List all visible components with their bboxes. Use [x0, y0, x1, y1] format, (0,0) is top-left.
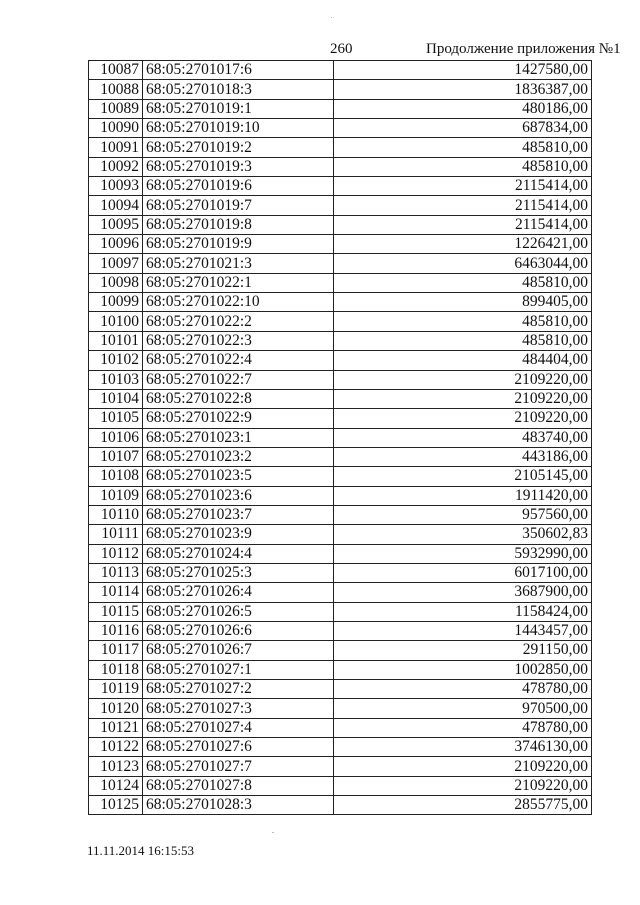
cadastral-value-cell: 1836387,00 [334, 80, 592, 99]
cadastral-value-cell: 2105145,00 [334, 467, 592, 486]
cadastral-value-cell: 291150,00 [334, 641, 592, 660]
table-row [89, 273, 592, 292]
cadastral-value-cell: 478780,00 [334, 680, 592, 699]
table-row [89, 718, 592, 737]
row-number-cell: 10117 [89, 641, 143, 660]
cadastral-number-cell: 68:05:2701022:1 [143, 273, 334, 292]
row-number-cell: 10105 [89, 409, 143, 428]
table-row [89, 409, 592, 428]
row-number-cell: 10090 [89, 119, 143, 138]
cadastral-number-cell: 68:05:2701021:3 [143, 254, 334, 273]
table-row [89, 776, 592, 795]
cadastral-value-cell: 485810,00 [334, 273, 592, 292]
table-row [89, 61, 592, 80]
table-row [89, 738, 592, 757]
row-number-cell: 10118 [89, 660, 143, 679]
cadastral-value-cell: 899405,00 [334, 293, 592, 312]
table-row [89, 119, 592, 138]
cadastral-number-cell: 68:05:2701022:4 [143, 351, 334, 370]
cadastral-value-cell: 2115414,00 [334, 196, 592, 215]
table-body [89, 61, 592, 815]
cadastral-number-cell: 68:05:2701018:3 [143, 80, 334, 99]
table-row [89, 312, 592, 331]
table-row [89, 254, 592, 273]
row-number-cell: 10103 [89, 370, 143, 389]
row-number-cell: 10087 [89, 61, 143, 80]
table-row [89, 583, 592, 602]
row-number-cell: 10108 [89, 467, 143, 486]
row-number-cell: 10120 [89, 699, 143, 718]
row-number-cell: 10088 [89, 80, 143, 99]
cadastral-value-table [88, 60, 592, 815]
row-number-cell: 10106 [89, 428, 143, 447]
cadastral-value-cell: 1427580,00 [334, 61, 592, 80]
cadastral-value-cell: 2115414,00 [334, 177, 592, 196]
row-number-cell: 10121 [89, 718, 143, 737]
table-row [89, 796, 592, 815]
table-row [89, 641, 592, 660]
table-row [89, 505, 592, 524]
row-number-cell: 10100 [89, 312, 143, 331]
cadastral-number-cell: 68:05:2701026:6 [143, 621, 334, 640]
table-row [89, 757, 592, 776]
cadastral-value-cell: 2109220,00 [334, 776, 592, 795]
cadastral-value-cell: 2855775,00 [334, 796, 592, 815]
table-row [89, 525, 592, 544]
table-row [89, 331, 592, 350]
cadastral-value-cell: 480186,00 [334, 99, 592, 118]
row-number-cell: 10104 [89, 389, 143, 408]
cadastral-value-cell: 1226421,00 [334, 235, 592, 254]
row-number-cell: 10092 [89, 157, 143, 176]
cadastral-value-cell: 443186,00 [334, 447, 592, 466]
row-number-cell: 10109 [89, 486, 143, 505]
table-row [89, 177, 592, 196]
cadastral-value-cell: 1158424,00 [334, 602, 592, 621]
cadastral-number-cell: 68:05:2701023:5 [143, 467, 334, 486]
cadastral-value-cell: 970500,00 [334, 699, 592, 718]
table-row [89, 215, 592, 234]
row-number-cell: 10114 [89, 583, 143, 602]
cadastral-number-cell: 68:05:2701019:10 [143, 119, 334, 138]
row-number-cell: 10091 [89, 138, 143, 157]
table-row [89, 621, 592, 640]
table-row [89, 99, 592, 118]
cadastral-number-cell: 68:05:2701026:4 [143, 583, 334, 602]
cadastral-number-cell: 68:05:2701019:3 [143, 157, 334, 176]
cadastral-number-cell: 68:05:2701023:1 [143, 428, 334, 447]
table-row [89, 660, 592, 679]
cadastral-number-cell: 68:05:2701019:2 [143, 138, 334, 157]
cadastral-number-cell: 68:05:2701022:9 [143, 409, 334, 428]
cadastral-value-cell: 2109220,00 [334, 389, 592, 408]
print-timestamp: 11.11.2014 16:15:53 [87, 843, 195, 858]
cadastral-value-cell: 2109220,00 [334, 409, 592, 428]
scan-speck [331, 17, 332, 18]
table-row [89, 370, 592, 389]
cadastral-value-cell: 957560,00 [334, 505, 592, 524]
cadastral-number-cell: 68:05:2701025:3 [143, 563, 334, 582]
row-number-cell: 10115 [89, 602, 143, 621]
row-number-cell: 10111 [89, 525, 143, 544]
cadastral-number-cell: 68:05:2701027:8 [143, 776, 334, 795]
table-row [89, 293, 592, 312]
cadastral-number-cell: 68:05:2701023:9 [143, 525, 334, 544]
cadastral-number-cell: 68:05:2701023:7 [143, 505, 334, 524]
appendix-title: Продолжение приложения №1 [426, 41, 621, 57]
cadastral-number-cell: 68:05:2701023:6 [143, 486, 334, 505]
cadastral-number-cell: 68:05:2701027:2 [143, 680, 334, 699]
table-row [89, 602, 592, 621]
table-row [89, 80, 592, 99]
row-number-cell: 10112 [89, 544, 143, 563]
cadastral-value-cell: 484404,00 [334, 351, 592, 370]
cadastral-value-cell: 2109220,00 [334, 757, 592, 776]
row-number-cell: 10093 [89, 177, 143, 196]
cadastral-number-cell: 68:05:2701027:3 [143, 699, 334, 718]
page-number: 260 [330, 41, 353, 57]
table-row [89, 196, 592, 215]
row-number-cell: 10125 [89, 796, 143, 815]
cadastral-value-cell: 485810,00 [334, 138, 592, 157]
cadastral-value-cell: 483740,00 [334, 428, 592, 447]
cadastral-value-cell: 1911420,00 [334, 486, 592, 505]
table-row [89, 544, 592, 563]
scan-speck [272, 832, 274, 833]
row-number-cell: 10116 [89, 621, 143, 640]
row-number-cell: 10099 [89, 293, 143, 312]
cadastral-number-cell: 68:05:2701022:7 [143, 370, 334, 389]
row-number-cell: 10095 [89, 215, 143, 234]
table-row [89, 138, 592, 157]
cadastral-value-cell: 2109220,00 [334, 370, 592, 389]
row-number-cell: 10123 [89, 757, 143, 776]
cadastral-value-cell: 1443457,00 [334, 621, 592, 640]
row-number-cell: 10097 [89, 254, 143, 273]
cadastral-value-cell: 6463044,00 [334, 254, 592, 273]
cadastral-value-cell: 5932990,00 [334, 544, 592, 563]
cadastral-number-cell: 68:05:2701024:4 [143, 544, 334, 563]
cadastral-number-cell: 68:05:2701022:3 [143, 331, 334, 350]
cadastral-number-cell: 68:05:2701026:5 [143, 602, 334, 621]
row-number-cell: 10102 [89, 351, 143, 370]
cadastral-value-cell: 485810,00 [334, 312, 592, 331]
cadastral-number-cell: 68:05:2701022:2 [143, 312, 334, 331]
cadastral-value-cell: 6017100,00 [334, 563, 592, 582]
cadastral-number-cell: 68:05:2701027:7 [143, 757, 334, 776]
row-number-cell: 10124 [89, 776, 143, 795]
cadastral-number-cell: 68:05:2701027:6 [143, 738, 334, 757]
cadastral-value-cell: 3746130,00 [334, 738, 592, 757]
row-number-cell: 10107 [89, 447, 143, 466]
cadastral-number-cell: 68:05:2701019:1 [143, 99, 334, 118]
row-number-cell: 10094 [89, 196, 143, 215]
row-number-cell: 10119 [89, 680, 143, 699]
cadastral-number-cell: 68:05:2701022:10 [143, 293, 334, 312]
row-number-cell: 10110 [89, 505, 143, 524]
cadastral-number-cell: 68:05:2701019:8 [143, 215, 334, 234]
table-row [89, 389, 592, 408]
row-number-cell: 10122 [89, 738, 143, 757]
cadastral-number-cell: 68:05:2701022:8 [143, 389, 334, 408]
cadastral-number-cell: 68:05:2701017:6 [143, 61, 334, 80]
cadastral-number-cell: 68:05:2701019:6 [143, 177, 334, 196]
cadastral-number-cell: 68:05:2701019:7 [143, 196, 334, 215]
table-row [89, 486, 592, 505]
table-row [89, 447, 592, 466]
table-row [89, 351, 592, 370]
row-number-cell: 10098 [89, 273, 143, 292]
cadastral-value-cell: 1002850,00 [334, 660, 592, 679]
cadastral-number-cell: 68:05:2701023:2 [143, 447, 334, 466]
row-number-cell: 10113 [89, 563, 143, 582]
row-number-cell: 10089 [89, 99, 143, 118]
cadastral-value-cell: 3687900,00 [334, 583, 592, 602]
cadastral-number-cell: 68:05:2701026:7 [143, 641, 334, 660]
table-row [89, 563, 592, 582]
cadastral-number-cell: 68:05:2701027:4 [143, 718, 334, 737]
cadastral-value-cell: 350602,83 [334, 525, 592, 544]
cadastral-value-cell: 485810,00 [334, 157, 592, 176]
cadastral-value-cell: 2115414,00 [334, 215, 592, 234]
cadastral-value-cell: 485810,00 [334, 331, 592, 350]
table-row [89, 428, 592, 447]
table-row [89, 157, 592, 176]
table-row [89, 467, 592, 486]
table-row [89, 235, 592, 254]
cadastral-number-cell: 68:05:2701028:3 [143, 796, 334, 815]
cadastral-number-cell: 68:05:2701027:1 [143, 660, 334, 679]
cadastral-number-cell: 68:05:2701019:9 [143, 235, 334, 254]
cadastral-value-cell: 478780,00 [334, 718, 592, 737]
cadastral-value-cell: 687834,00 [334, 119, 592, 138]
row-number-cell: 10096 [89, 235, 143, 254]
table-row [89, 680, 592, 699]
table-row [89, 699, 592, 718]
row-number-cell: 10101 [89, 331, 143, 350]
